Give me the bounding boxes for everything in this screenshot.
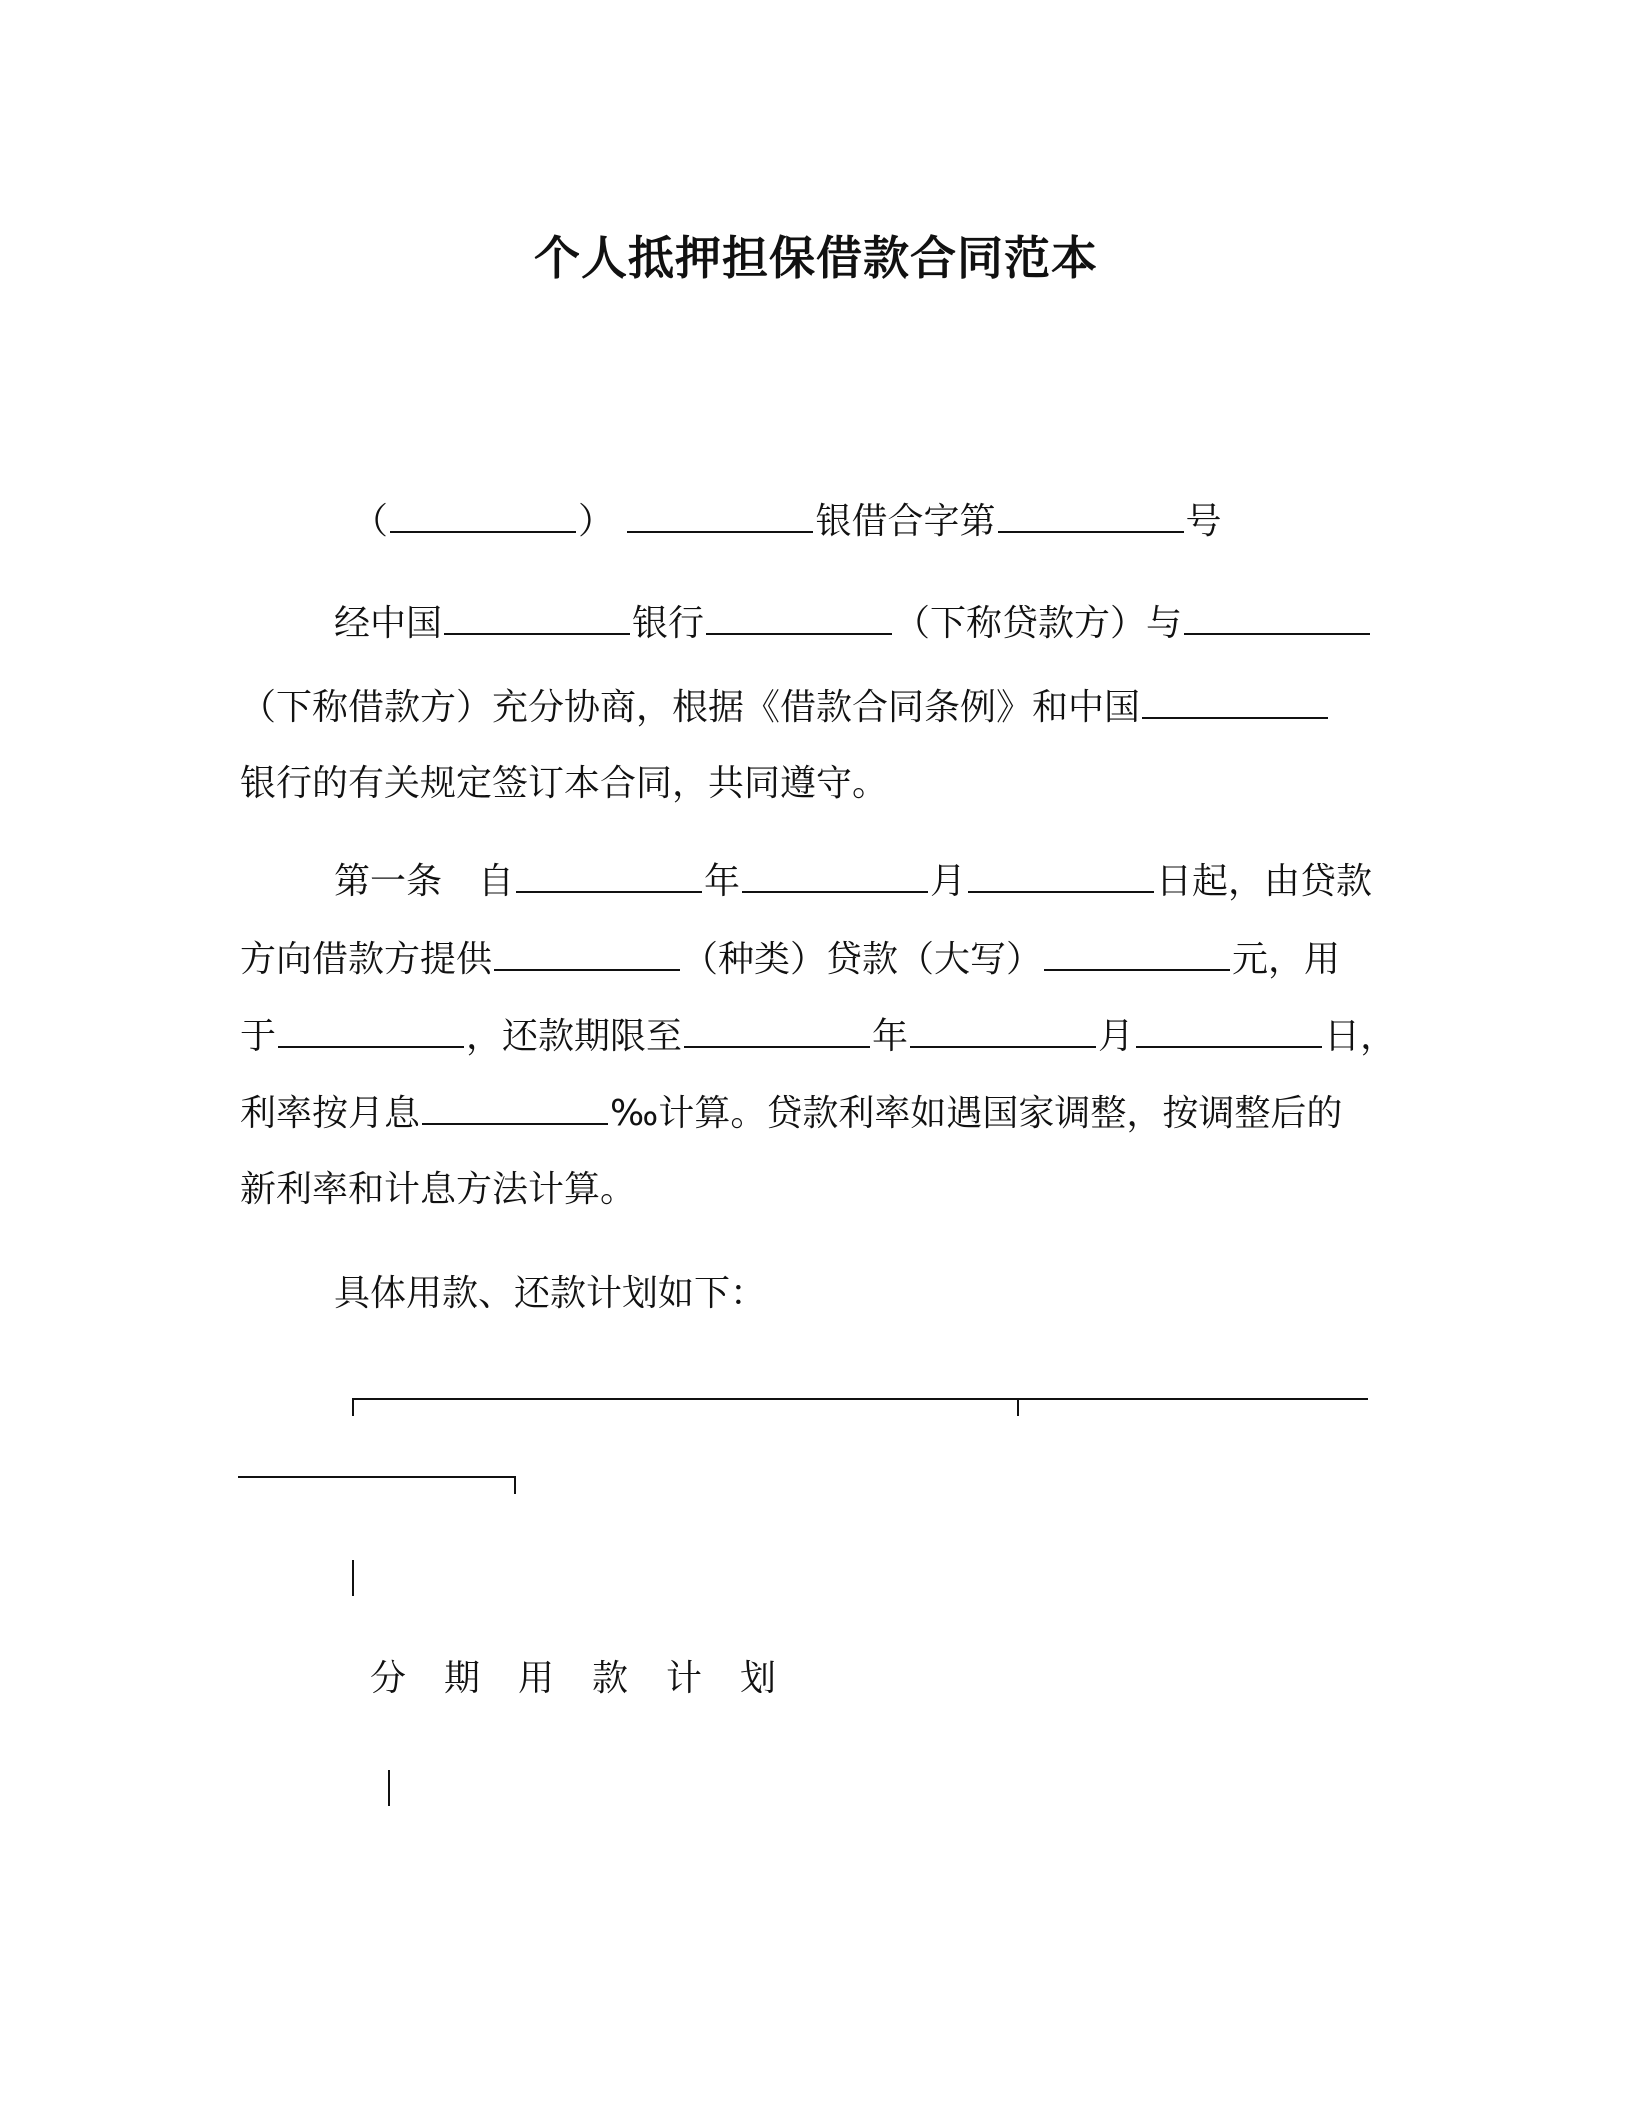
article1-line-1 (334, 856, 1372, 908)
blank-field (1184, 603, 1370, 635)
blank-field (444, 603, 630, 635)
blank-field (422, 1093, 608, 1125)
blank-field (998, 501, 1184, 533)
blank-field (278, 1016, 464, 1048)
preamble-text: （下称贷款方）与 (894, 603, 1183, 644)
table-tick-left (352, 1398, 354, 1416)
table-top-rule (352, 1398, 1368, 1400)
blank-field (742, 861, 928, 893)
blank-field (910, 1016, 1096, 1048)
preamble-text: 银行 (632, 603, 705, 644)
table-vertical-line-1 (352, 1560, 354, 1596)
blank-field (968, 861, 1154, 893)
contract-label: 银借合字第 (815, 501, 996, 542)
article1-line-2 (240, 934, 1340, 986)
article-text: ‰计算。贷款利率如遇国家调整，按调整后的 (610, 1093, 1343, 1134)
article-text: 月 (1098, 1016, 1135, 1057)
preamble-text: 银行的有关规定签订本合同，共同遵守。 (240, 763, 889, 804)
table-vertical-line-2 (388, 1770, 390, 1806)
preamble-text: （下称借款方）充分协商，根据《借款合同条例》和中国 (240, 687, 1141, 728)
article-text: 年 (872, 1016, 909, 1057)
article-text: 新利率和计息方法计算。 (240, 1169, 637, 1210)
paren-close: ） (578, 501, 615, 542)
blank-field (627, 501, 813, 533)
document-title: 个人抵押担保借款合同范本 (534, 231, 1098, 285)
blank-field (1044, 939, 1230, 971)
contract-suffix: 号 (1185, 501, 1222, 542)
article1-line-4 (240, 1088, 1342, 1140)
blank-field (1136, 1016, 1322, 1048)
table-tick-right (514, 1476, 516, 1494)
article-text: 方向借款方提供 (240, 939, 493, 980)
article-text: 于 (240, 1016, 277, 1057)
preamble-line-2 (240, 682, 1330, 734)
preamble-text: 经中国 (334, 603, 443, 644)
article-text: 利率按月息 (240, 1093, 421, 1134)
paren-open: （ (352, 501, 389, 542)
preamble-line-3 (240, 758, 888, 810)
blank-field (706, 603, 892, 635)
article-text: 日， (1324, 1016, 1397, 1057)
blank-field (516, 861, 702, 893)
article-text: ，还款期限至 (466, 1016, 683, 1057)
table-heading: 分期用款计划 (370, 1658, 815, 1699)
article-text: 日起，由贷款 (1156, 861, 1373, 902)
contract-number-line (352, 496, 1222, 548)
table-tick-mid (1017, 1398, 1019, 1416)
preamble-line-1 (334, 598, 1372, 650)
blank-field (684, 1016, 870, 1048)
article-text: 元，用 (1232, 939, 1341, 980)
blank-field (1142, 687, 1328, 719)
article-text: 第一条 自 (334, 861, 515, 902)
table-second-rule (238, 1476, 516, 1478)
blank-field (494, 939, 680, 971)
article1-line-3 (240, 1011, 1396, 1063)
blank-field (390, 501, 576, 533)
article-text: 月 (930, 861, 967, 902)
article-text: 年 (704, 861, 741, 902)
article-text: （种类）贷款（大写） (682, 939, 1043, 980)
plan-intro: 具体用款、还款计划如下： (334, 1273, 767, 1314)
article1-line-5 (240, 1164, 636, 1216)
